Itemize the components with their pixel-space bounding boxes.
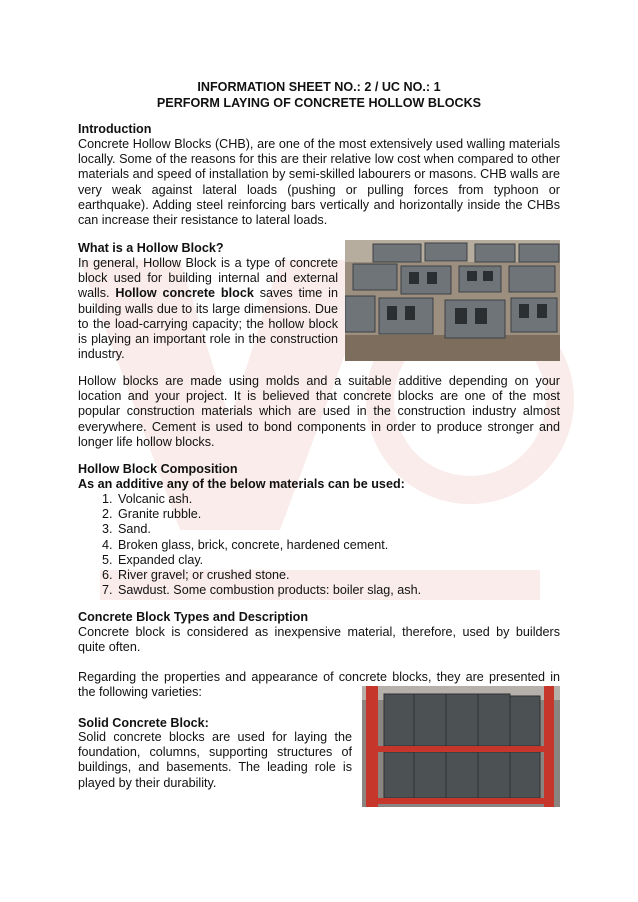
introduction-heading: Introduction [78, 122, 152, 136]
list-item: 6. River gravel; or crushed stone. [116, 568, 556, 583]
hollow-concrete-block-term: Hollow concrete block [115, 286, 254, 301]
introduction-body: Concrete Hollow Blocks (CHB), are one of the most extensively used walling materials locally. Some of the reasons for this are their relative low cost when compared to other materials and speed of installation by semi-skilled labourers or masons. CHB walls are very weak against lateral loads (pushing or pulling forces from typhoon or earthquake). Adding steel reinforcing bars vertically and horizontally inside the CHBs can increase their resistance to lateral loads. [78, 137, 560, 228]
sheet-subtitle: PERFORM LAYING OF CONCRETE HOLLOW BLOCKS [156, 96, 482, 110]
types-body-2: Regarding the properties and appearance of concrete blocks, they are presented in the following varieties: [78, 670, 560, 700]
materials-list [78, 492, 556, 598]
sheet-title: INFORMATION SHEET NO.: 2 / UC NO.: 1 [197, 80, 441, 94]
solid-blocks-photo [362, 686, 560, 807]
list-item: 3. Sand. [116, 522, 556, 537]
solid-block-body: Solid concrete blocks are used for laying the foundation, columns, supporting structures of buildings, and basements. The leading role is played by their durability. [78, 730, 352, 790]
what-is-body: In general, Hollow Block is a type of concrete block used for building internal and external walls. Hollow concrete block saves time in building walls due to its large dimensions. Due to the load-carrying capacity; the hollow block is playing an important role in the construction industry. [78, 256, 338, 362]
hollow-blocks-photo [345, 240, 560, 361]
list-item: 1. Volcanic ash. [116, 492, 556, 507]
list-item: 7. Sawdust. Some combustion products: boiler slag, ash. [116, 583, 556, 598]
composition-subheading: As an additive any of the below materials can be used: [78, 477, 405, 491]
composition-heading: Hollow Block Composition [78, 462, 238, 476]
list-item: 4. Broken glass, brick, concrete, hardened cement. [116, 538, 556, 553]
molds-paragraph: Hollow blocks are made using molds and a suitable additive depending on your location and your project. It is believed that concrete blocks are one of the most popular construction materials which are used in the construction industry almost everywhere. Cement is used to bond components in order to produce stronger and longer life hollow blocks. [78, 374, 560, 449]
solid-block-heading: Solid Concrete Block: [78, 716, 209, 730]
types-heading: Concrete Block Types and Description [78, 610, 309, 624]
list-item: 5. Expanded clay. [116, 553, 556, 568]
what-is-heading: What is a Hollow Block? [78, 241, 224, 255]
list-item: 2. Granite rubble. [116, 507, 556, 522]
types-body-1: Concrete block is considered as inexpensive material, therefore, used by builders quite often. [78, 625, 560, 655]
